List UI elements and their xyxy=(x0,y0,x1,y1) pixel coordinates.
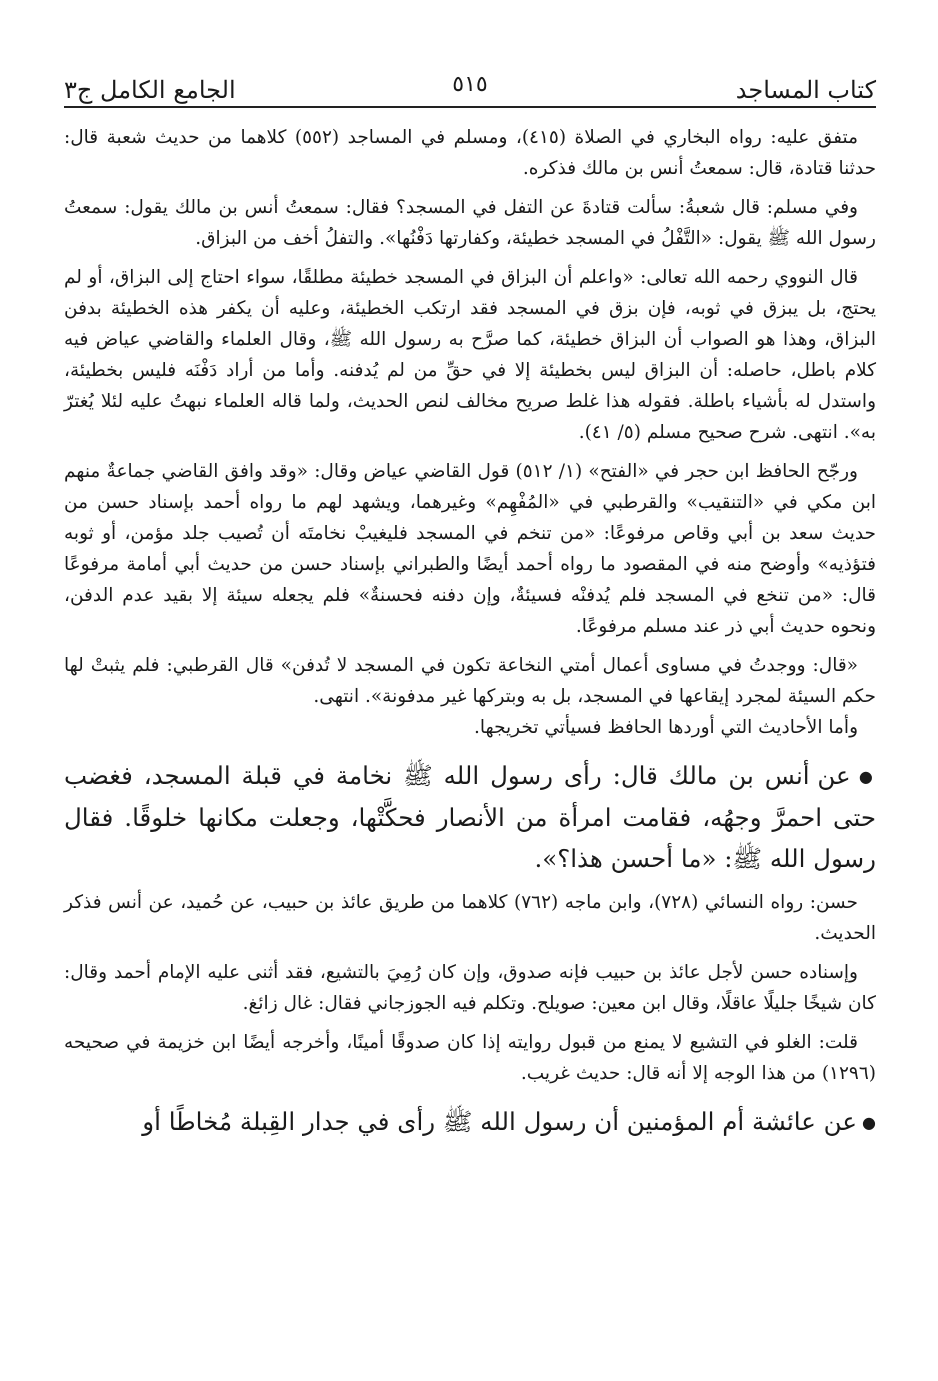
muslim-narration-paragraph: وفي مسلم: قال شعبةُ: سألت قتادةَ عن التفل في المسجد؟ فقال: سمعتُ أنس بن مالك يقول: سمعتُ رسول الله ﷺ يقول: «التَّفْلُ في المسجد خطيئة، وكفارتها دَفْنُها». والتفلُ أخف من البزاق. xyxy=(64,197,876,249)
hadith-aisha: ● عن عائشة أم المؤمنين أن رسول الله ﷺ رأى في جدار القِبلة مُخاطًا أو xyxy=(64,1101,876,1143)
note-paragraph: وأما الأحاديث التي أوردها الحافظ فسيأتي تخريجها. xyxy=(474,717,858,738)
page-number: ٥١٥ xyxy=(452,72,488,97)
ibn-hajar-paragraph: ورجّح الحافظ ابن حجر في «الفتح» (١/ ٥١٢) قول القاضي عياض وقال: «وقد وافق القاضي جماعةٌ منهم ابن مكي في «التنقيب» والقرطبي في «المُفْهِم» وغيرهما، ويشهد لهم ما رواه أحمد بإسناد حسن من حديث سعد بن أبي وقاص مرفوعًا: «من تنخم في المسجد فليغيبْ نخامتَه أن تُصيب جلد مؤمن، أو ثوبه فتؤذيه» وأوضح منه في المقصود ما رواه أحمد أيضًا والطبراني بإسناد حسن من حديث أبي أمامة مرفوعًا قال: «من تنخع في المسجد فلم يُدفنْه فسيئةٌ، وإن دفنه فحسنةٌ» فلم يجعله سيئة إلا بقيد عدم الدفن، ونحوه حديث أبي ذر عند مسلم مرفوعًا. xyxy=(64,461,876,637)
book-title: الجامع الكامل ج٣ xyxy=(64,76,236,104)
isnad-discussion: وإسناده حسن لأجل عائذ بن حبيب فإنه صدوق، وإن كان رُمِيَ بالتشيع، فقد أثنى عليه الإمام أحمد وقال: كان شيخًا جليلًا عاقلًا، وقال ابن معين: صويلح. وتكلم فيه الجوزجاني فقال: غال زائغ. xyxy=(64,962,876,1014)
hadith-anas: ● عن أنس بن مالك قال: رأى رسول الله ﷺ نخامة في قبلة المسجد، فغضب حتى احمرَّ وجهُه، فقامت امرأة من الأنصار فحكَّتْها، وجعلت مكانها خلوقًا. فقال رسول الله ﷺ: «ما أحسن هذا؟». xyxy=(64,755,876,879)
page-body xyxy=(64,122,876,1143)
nawawi-commentary-paragraph: قال النووي رحمه الله تعالى: «واعلم أن البزاق في المسجد خطيئة مطلقًا، سواء احتاج إلى البزاق، أو لم يحتج، بل يبزق في ثوبه، فإن بزق في المسجد فقد ارتكب الخطيئة، وعليه أن يكفر هذه الخطيئة بدفن البزاق، وهذا هو الصواب أن البزاق خطيئة، كما صرَّح به رسول الله ﷺ، وقال العلماء والقاضي عياض فيه كلام باطل، حاصله: أن البزاق ليس بخطيئة إلا في حقِّ من لم يُدفنه. وأما من أراد دَفْنَه فليس بخطيئة، واستدل له بأشياء باطلة. فقوله هذا غلط صريح مخالف لنص الحديث، ولما قاله العلماء نبهتُ عليه لئلا يُغترّ به». انتهى. شرح صحيح مسلم (٥/ ٤١). xyxy=(64,267,876,443)
running-header xyxy=(64,62,876,102)
author-note: قلت: الغلو في التشيع لا يمنع من قبول روايته إذا كان صدوقًا أمينًا، وأخرجه أيضًا ابن خزيمة في صحيحه (١٢٩٦) من هذا الوجه إلا أنه قال: حديث غريب. xyxy=(64,1032,876,1084)
takhrij-paragraph: متفق عليه: رواه البخاري في الصلاة (٤١٥)، ومسلم في المساجد (٥٥٢) كلاهما من حديث شعبة قال: حدثنا قتادة، قال: سمعتُ أنس بن مالك فذكره. xyxy=(64,127,876,179)
header-rule xyxy=(64,106,876,108)
hadith-anas-grading: حسن: رواه النسائي (٧٢٨)، وابن ماجه (٧٦٢) كلاهما من طريق عائذ بن حبيب، عن حُميد، عن أنس فذكر الحديث. xyxy=(64,892,876,944)
chapter-title: كتاب المساجد xyxy=(735,76,876,104)
qurtubi-paragraph: «قال: ووجدتُ في مساوى أعمال أمتي النخاعة تكون في المسجد لا تُدفن» قال القرطبي: فلم يثبتْ لها حكم السيئة لمجرد إيقاعها في المسجد، بل به وبتركها غير مدفونة». انتهى. xyxy=(64,655,876,707)
